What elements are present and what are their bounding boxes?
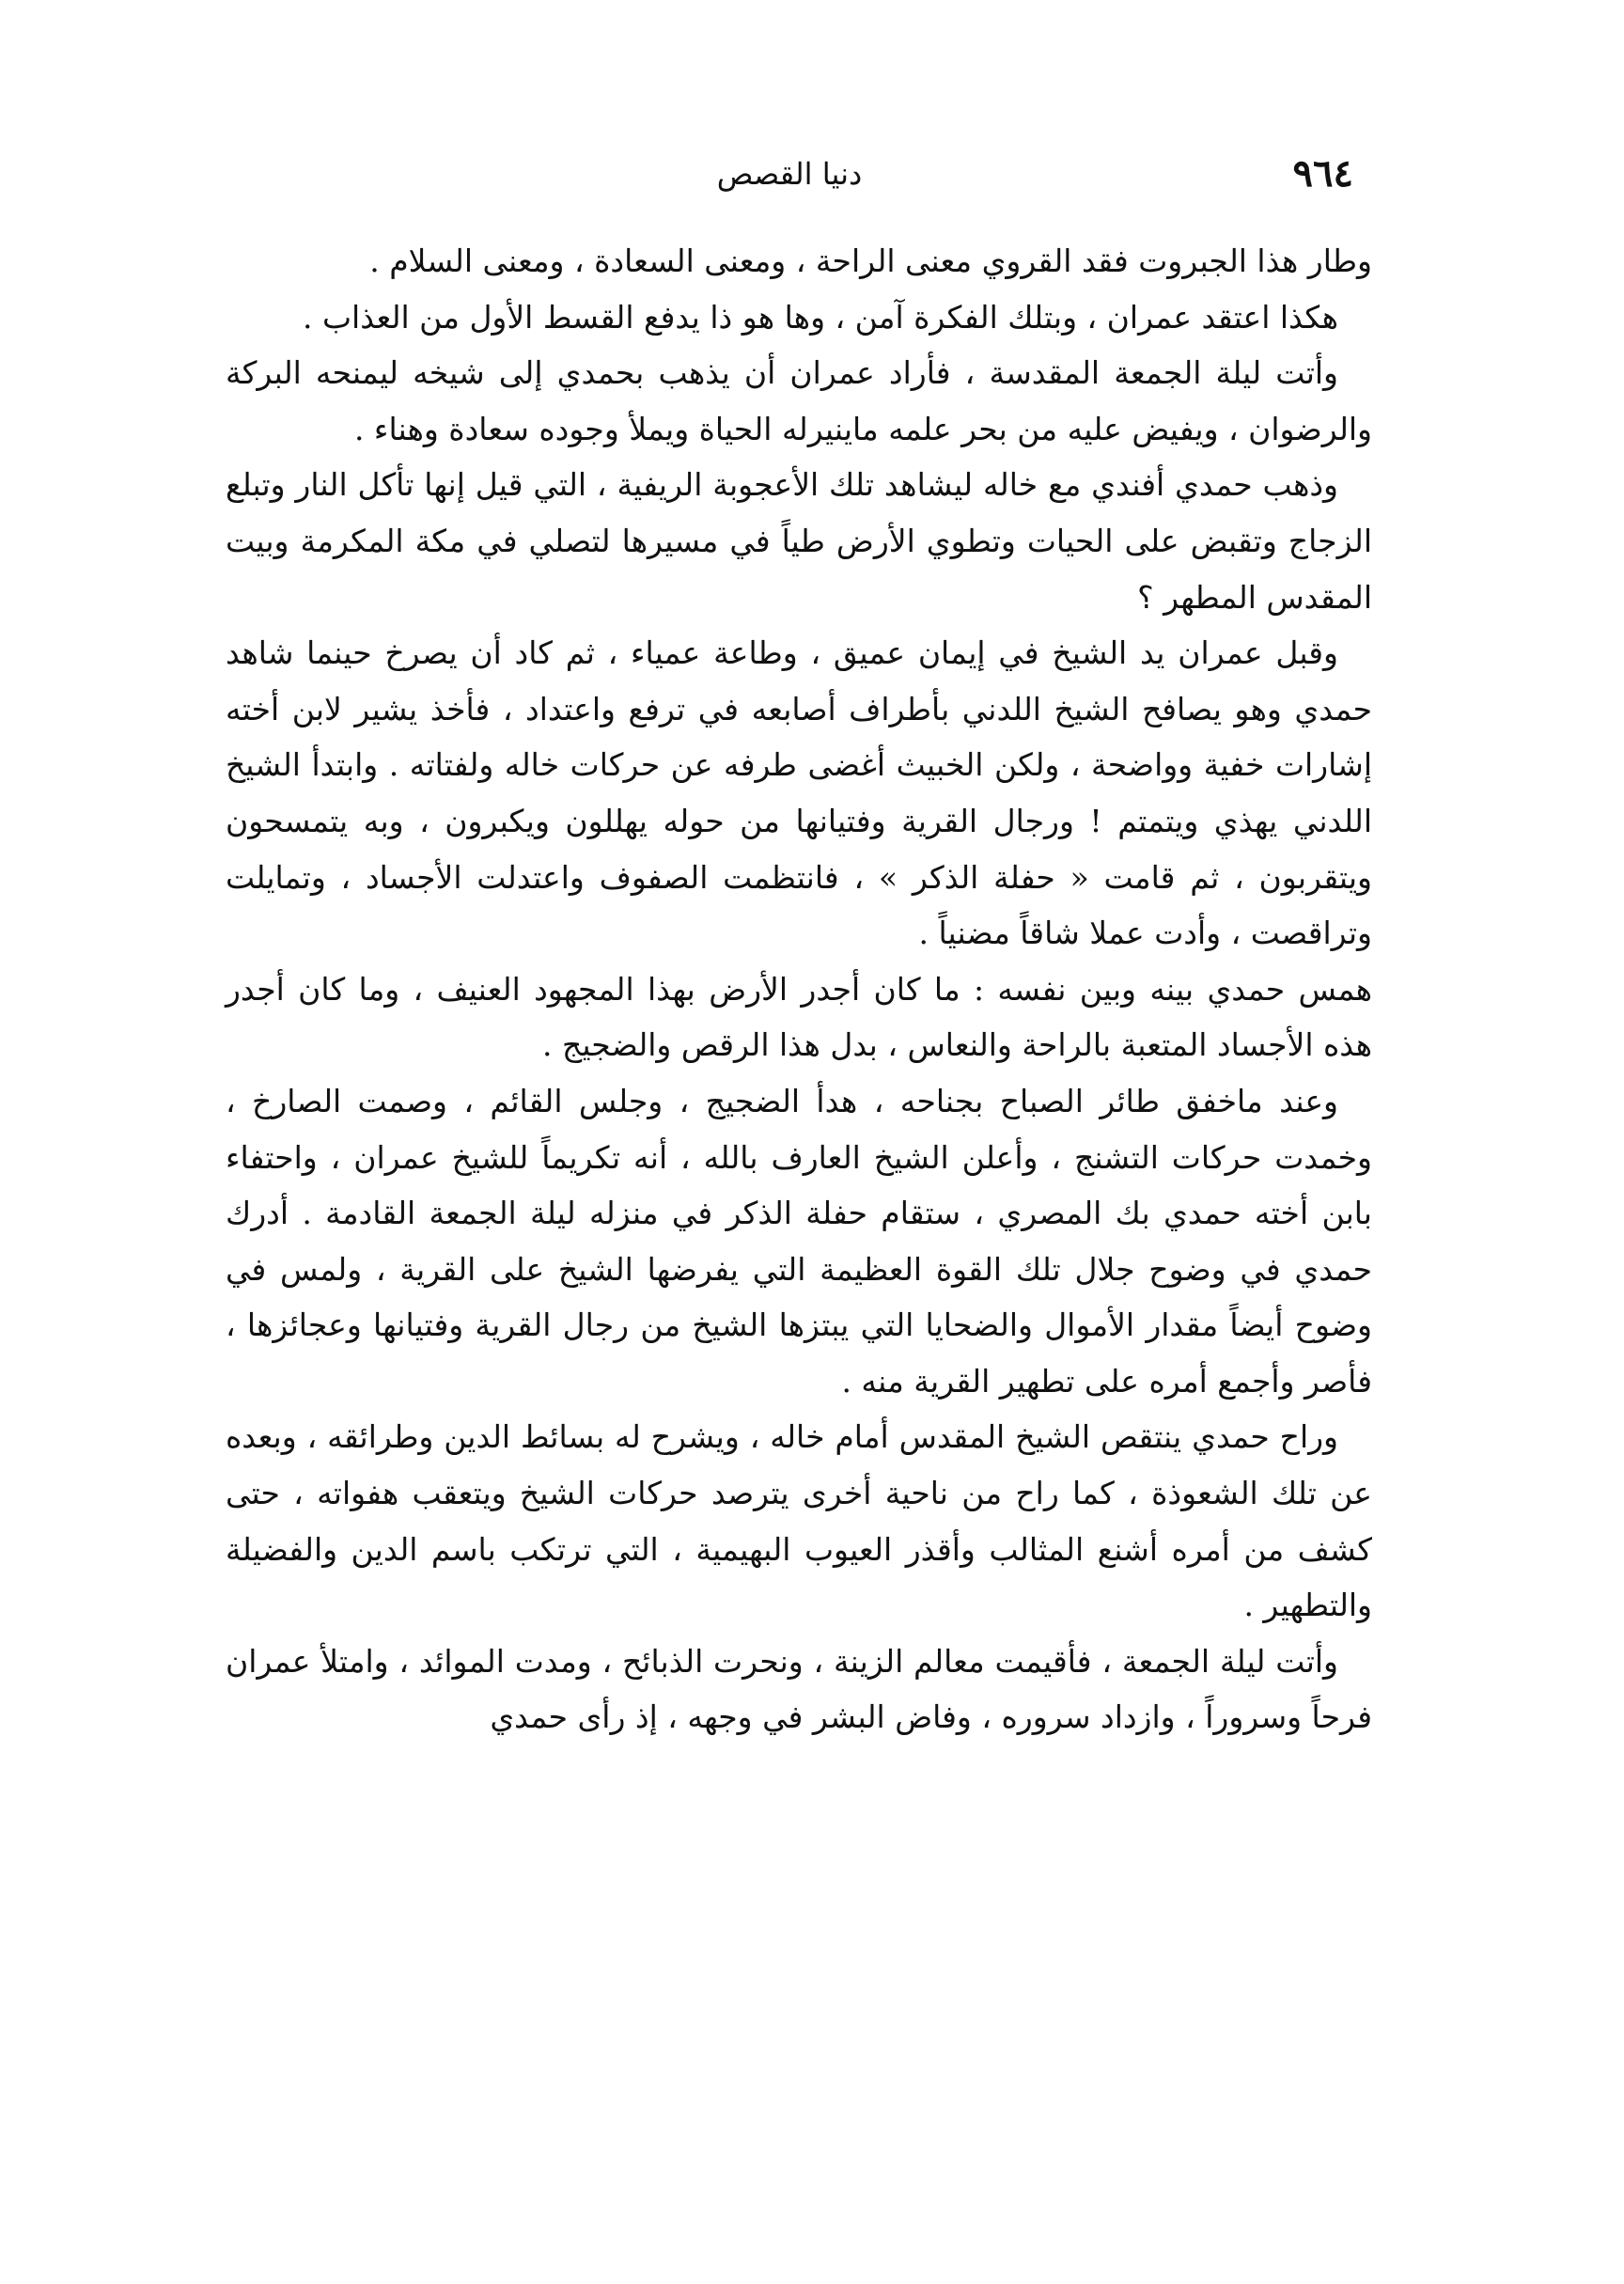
page-number: ٩٦٤ <box>1292 151 1353 196</box>
paragraph: همس حمدي بينه وبين نفسه : ما كان أجدر الأرض بهذا المجهود العنيف ، وما كان أجدر هذه الأجساد المتعبة بالراحة والنعاس ، بدل هذا الرقص والضجيج . <box>226 970 1372 1064</box>
body-text <box>226 233 1372 1745</box>
page-header <box>226 141 1353 207</box>
paragraph: وقبل عمران يد الشيخ في إيمان عميق ، وطاعة عمياء ، ثم كاد أن يصرخ حينما شاهد حمدي وهو يصافح الشيخ اللدني بأطراف أصابعه في ترفع واعتداد ، فأخذ يشير لابن أخته إشارات خفية وواضحة ، ولكن الخبيث أغضى طرفه عن حركات خاله ولفتاته . وابتدأ الشيخ اللدني يهذي ويتمتم ! ورجال القرية وفتيانها من حوله يهللون ويكبرون ، وبه يتمسحون ويتقربون ، ثم قامت « حفلة الذكر » ، فانتظمت الصفوف واعتدلت الأجساد ، وتمايلت وتراقصت ، وأدت عملا شاقاً مضنياً . <box>226 634 1372 952</box>
paragraph: وأتت ليلة الجمعة ، فأقيمت معالم الزينة ، ونحرت الذبائح ، ومدت الموائد ، وامتلأ عمران فرحاً وسروراً ، وازداد سروره ، وفاض البشر في وجهه ، إذ رأى حمدي <box>226 1642 1372 1736</box>
paragraph: وراح حمدي ينتقص الشيخ المقدس أمام خاله ، ويشرح له بسائط الدين وطرائقه ، وبعده عن تلك الشعوذة ، كما راح من ناحية أخرى يترصد حركات الشيخ ويتعقب هفواته ، حتى كشف من أمره أشنع المثالب وأقذر العيوب البهيمية ، التي ترتكب باسم الدين والفضيلة والتطهير . <box>226 1418 1372 1624</box>
paragraph: وطار هذا الجبروت فقد القروي معنى الراحة ، ومعنى السعادة ، ومعنى السلام . <box>369 242 1372 279</box>
paragraph: وذهب حمدي أفندي مع خاله ليشاهد تلك الأعجوبة الريفية ، التي قيل إنها تأكل النار وتبلع الزجاج وتقبض على الحيات وتطوي الأرض طياً في مسيرها لتصلي في مكة المكرمة وبيت المقدس المطهر ؟ <box>226 466 1372 616</box>
running-title: دنيا القصص <box>716 156 863 192</box>
paragraph: وأتت ليلة الجمعة المقدسة ، فأراد عمران أن يذهب بحمدي إلى شيخه ليمنحه البركة والرضوان ، ويفيض عليه من بحر علمه ماينيرله الحياة ويملأ وجوده سعادة وهناء . <box>226 354 1372 447</box>
paragraph: وعند ماخفق طائر الصباح بجناحه ، هدأ الضجيج ، وجلس القائم ، وصمت الصارخ ، وخمدت حركات التشنج ، وأعلن الشيخ العارف بالله ، أنه تكريماً للشيخ عمران ، واحتفاء بابن أخته حمدي بك المصري ، ستقام حفلة الذكر في منزله ليلة الجمعة القادمة . أدرك حمدي في وضوح جلال تلك القوة العظيمة التي يفرضها الشيخ على القرية ، ولمس في وضوح أيضاً مقدار الأموال والضحايا التي يبتزها الشيخ من رجال القرية وفتيانها وعجائزها ، فأصر وأجمع أمره على تطهير القرية منه . <box>226 1082 1372 1400</box>
paragraph: هكذا اعتقد عمران ، وبتلك الفكرة آمن ، وها هو ذا يدفع القسط الأول من العذاب . <box>302 298 1338 336</box>
